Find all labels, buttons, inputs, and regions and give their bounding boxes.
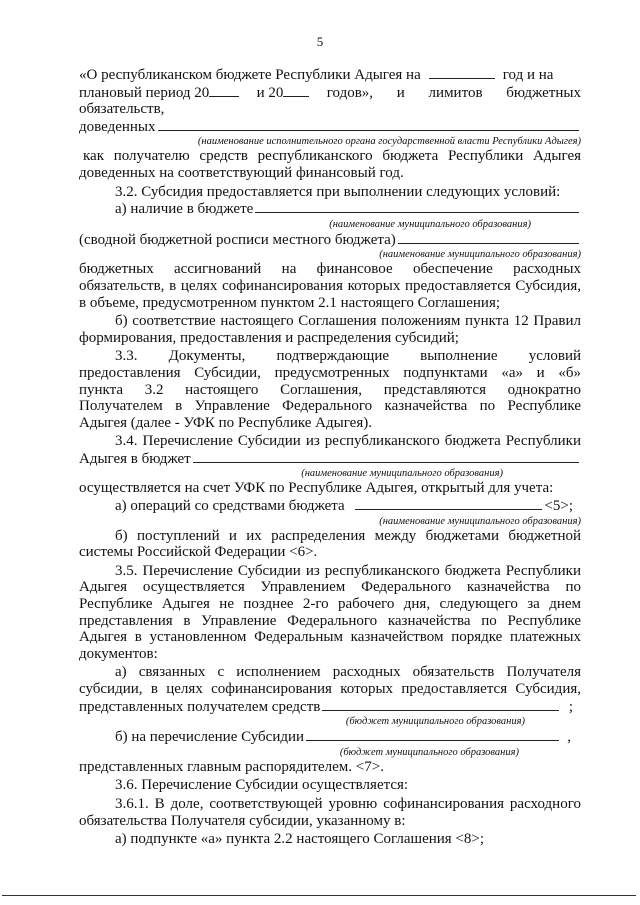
document-body [79, 66, 581, 848]
s34-caption-2: (наименование муниципального образования) [379, 515, 581, 527]
municipality-blank[interactable] [193, 450, 579, 463]
s33-line-2: предоставления Субсидии, предусмотренных подпунктами «а» и «б» [79, 364, 581, 381]
s32-b-line-2: формирования, предоставления и распределения субсидий; [79, 329, 459, 346]
p1-text-1a: «О республиканском бюджете Республики Адыгея на [79, 67, 421, 83]
s32-b-line-1: б) соответствие настоящего Соглашения положениям пункта 12 Правил [115, 313, 581, 330]
s35-line-3: Республике Адыгея не позднее 2-го рабочего дня, следующего за днем [79, 596, 581, 613]
s33-line-1: 3.3. Документы, подтверждающие выполнение условий [115, 348, 581, 365]
s361-line-1: 3.6.1. В доле, соответствующей уровню софинансирования расходного [115, 795, 581, 812]
p1-text-2b: и 20 [256, 84, 284, 101]
p1-text-1b: год и на [502, 67, 554, 83]
s35-b-label: б) на перечисление Субсидии [115, 729, 305, 746]
s32-a-label: а) наличие в бюджете [115, 201, 254, 218]
page-number: 5 [316, 34, 324, 49]
s35-line-6: документов: [79, 645, 158, 662]
municipality-budget-blank[interactable] [255, 200, 579, 213]
s32-a-text-2: (сводной бюджетной росписи местного бюджета) [79, 231, 396, 248]
s35-line-2: Адыгея осуществляется Управлением Федерального казначейства по [79, 579, 581, 596]
s34-a-line [79, 497, 581, 515]
p1-line-2 [79, 84, 581, 102]
s35-a-text-3: представленных получателем средств [79, 698, 321, 715]
p1-text-2c: годов», и лимитов бюджетных [326, 84, 581, 101]
p1-line-3: обязательств, [79, 101, 165, 118]
s33-line-3: пункта 3.2 настоящего Соглашения, представляются однократно [79, 381, 581, 398]
page-bottom-rule [2, 895, 636, 896]
s34-caption-1: (наименование муниципального образования) [301, 468, 503, 480]
s34-b-line-1: б) поступлений и их распределения между бюджетами бюджетной [115, 527, 581, 544]
s35-b-line-2: представленных главным распорядителем. <7>. [79, 758, 384, 775]
s34-b-line-2: системы Российской Федерации <6>. [79, 544, 318, 561]
s32-heading: 3.2. Субсидия предоставляется при выполнении следующих условий: [115, 183, 561, 200]
executive-body-blank[interactable] [158, 118, 579, 131]
recipient-budget-blank[interactable] [322, 698, 558, 711]
s34-a-end: <5>; [544, 498, 573, 515]
p1-line-1 [79, 66, 581, 84]
s34-line-3: осуществляется на счет УФК по Республике Адыгея, открытый для учета: [79, 480, 554, 497]
s33-line-4: Получателем в Управление Федерального казначейства по Республике [79, 398, 581, 415]
s33-line-5: Адыгея (далее - УФК по Республике Адыгея). [79, 414, 372, 431]
s32-a-line-2 [79, 231, 581, 249]
local-budget-blank[interactable] [398, 231, 579, 244]
s35-a-line-2: субсидии, в целях софинансирования которых предоставляется Субсидия, [79, 681, 581, 697]
s35-a-line-1: а) связанных с исполнением расходных обязательств Получателя [115, 664, 581, 681]
s32-a-line-4: обязательств, в целях софинансирования которых предоставляется Субсидия, [79, 277, 581, 294]
s35-line-5: Адыгея в установленном Федеральным казначейством порядке платежных [79, 629, 581, 646]
s34-line-1: 3.4. Перечисление Субсидии из республиканского бюджета Республики [115, 433, 581, 450]
s34-text-2: Адыгея в бюджет [79, 450, 191, 467]
plan-year-1-blank[interactable] [209, 84, 239, 97]
year-blank[interactable] [429, 66, 495, 79]
s35-a-line-3 [79, 698, 581, 716]
operations-budget-blank[interactable] [355, 497, 543, 510]
plan-year-2-blank[interactable] [283, 84, 309, 97]
s32-caption-2: (наименование муниципального образования) [379, 249, 581, 261]
p1-line-6: доведенных на соответствующий финансовый год. [79, 164, 404, 181]
p1-text-2a: плановый период 20 [79, 84, 210, 101]
s35-caption-2: (бюджет муниципального образования) [339, 746, 519, 758]
s36-heading: 3.6. Перечисление Субсидии осуществляется: [115, 777, 409, 794]
s32-caption-1: (наименование муниципального образования) [329, 218, 531, 230]
s32-a-line-5: в объеме, предусмотренном пунктом 2.1 настоящего Соглашения; [79, 294, 501, 311]
s34-a-label: а) операций со средствами бюджета [115, 498, 345, 515]
s35-caption-1: (бюджет муниципального образования) [345, 716, 525, 728]
s35-line-1: 3.5. Перечисление Субсидии из республиканского бюджета Республики [115, 562, 581, 579]
p1-line-5: как получателю средств республиканского бюджета Республики Адыгея [83, 148, 581, 165]
s32-a-line-3: бюджетных ассигнований на финансовое обеспечение расходных [79, 261, 581, 278]
subsidy-budget-blank[interactable] [306, 728, 559, 741]
s361-line-2: обязательства Получателя субсидии, указанному в: [79, 812, 406, 829]
p1-caption: (наименование исполнительного органа государственной власти Республики Адыгея) [197, 136, 581, 148]
s36-a-line-1: а) подпункте «а» пункта 2.2 настоящего Соглашения <8>; [115, 831, 485, 848]
s32-a-line-1 [79, 200, 581, 218]
p1-line-4 [79, 118, 581, 136]
s34-line-2 [79, 450, 581, 468]
s35-a-end: ; [568, 698, 573, 715]
s35-line-4: представления в Управление Федерального казначейства по Республике [79, 612, 581, 629]
p1-text-4: доведенных [79, 118, 156, 135]
s35-b-line [79, 728, 581, 746]
s35-b-end: , [567, 729, 571, 746]
